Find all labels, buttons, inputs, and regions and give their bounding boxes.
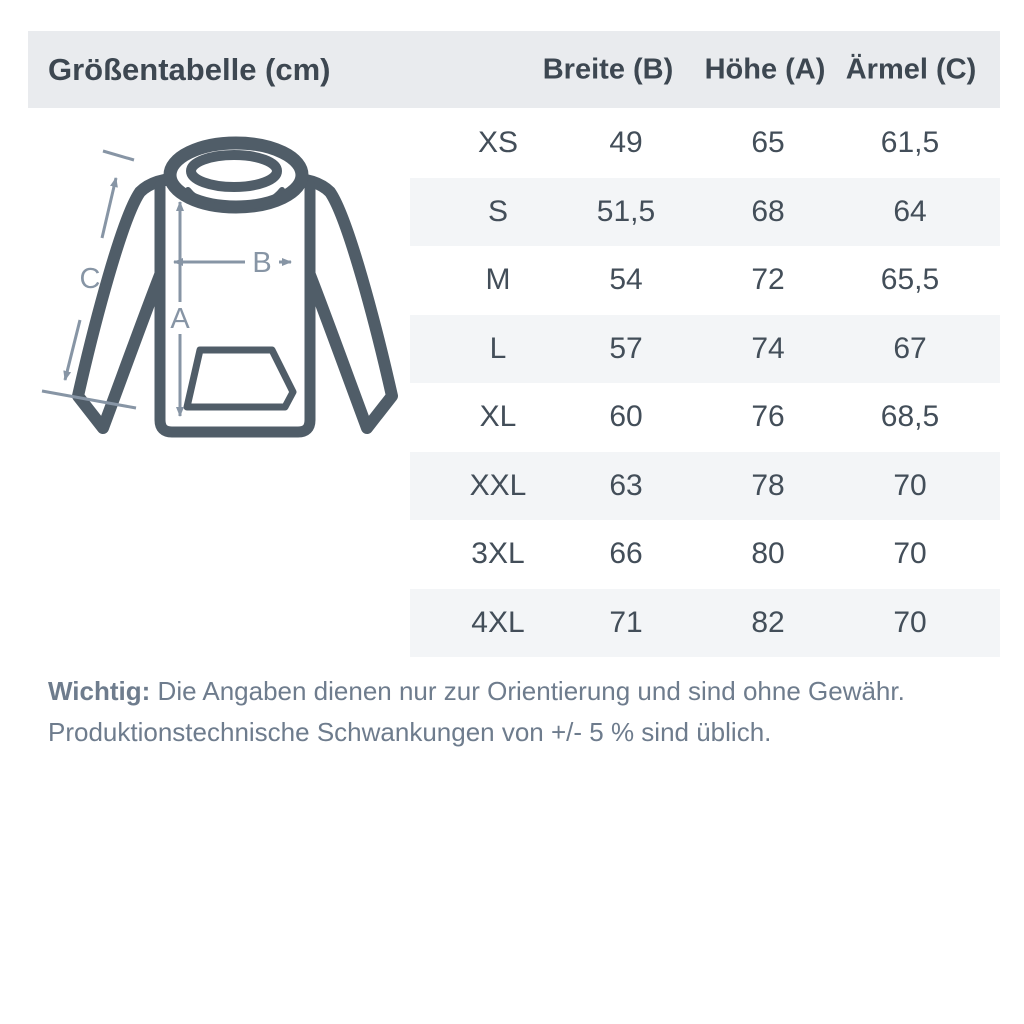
aermel-cell: 68,5 [880,400,940,434]
hoehe-cell: 82 [751,605,785,639]
size-cell: 4XL [471,605,525,639]
note-label: Wichtig: [48,676,151,706]
breite-cell: 63 [609,468,643,502]
table-row-l [410,315,1000,384]
note-text-1: Die Angaben dienen nur zur Orientierung und sind ohne Gewähr. [157,676,905,706]
size-cell: S [487,194,508,228]
hoehe-cell: 80 [751,537,785,571]
label-width-b: B [252,247,272,279]
hoehe-cell: 74 [751,331,785,365]
table-header-bar [28,31,1000,108]
table-row-3xl [410,520,1000,589]
page-title: Größentabelle (cm) [48,51,331,87]
size-cell: XS [477,126,519,160]
aermel-cell: 61,5 [880,126,940,160]
label-sleeve-c: C [79,263,101,295]
breite-cell: 49 [609,126,643,160]
column-header-aermel: Ärmel (C) [845,53,977,85]
size-cell: M [485,263,511,297]
table-row-xxl [410,452,1000,521]
hoodie-measurement-diagram-icon [30,120,450,450]
note-line-1 [48,671,905,712]
table-row-s [410,178,1000,247]
column-header-breite: Breite (B) [542,53,674,85]
aermel-cell: 64 [893,194,927,228]
breite-cell: 54 [609,263,643,297]
aermel-cell: 70 [893,605,927,639]
label-height-a: A [170,303,190,335]
breite-cell: 51,5 [596,194,656,228]
arrow-c-up [102,178,116,238]
aermel-cell: 67 [893,331,927,365]
disclaimer-note [48,671,905,753]
size-cell: XL [479,400,517,434]
table-row-m [410,246,1000,315]
pocket-outline [187,350,293,407]
table-row-4xl [410,589,1000,658]
breite-cell: 60 [609,400,643,434]
hoehe-cell: 72 [751,263,785,297]
size-cell: L [489,331,507,365]
note-line-2: Produktionstechnische Schwankungen von +/- 5 % sind üblich. [48,717,772,747]
aermel-cell: 70 [893,537,927,571]
arrow-c-top-tick [103,151,134,160]
table-row-xs [410,109,1000,178]
size-table [410,109,1000,657]
size-cell: XXL [469,468,527,502]
breite-cell: 66 [609,537,643,571]
aermel-cell: 65,5 [880,263,940,297]
size-cell: 3XL [471,537,525,571]
hoehe-cell: 76 [751,400,785,434]
hoehe-cell: 68 [751,194,785,228]
breite-cell: 71 [609,605,643,639]
breite-cell: 57 [609,331,643,365]
column-header-hoehe: Höhe (A) [704,53,826,85]
hoehe-cell: 78 [751,468,785,502]
hoehe-cell: 65 [751,126,785,160]
table-row-xl [410,383,1000,452]
aermel-cell: 70 [893,468,927,502]
